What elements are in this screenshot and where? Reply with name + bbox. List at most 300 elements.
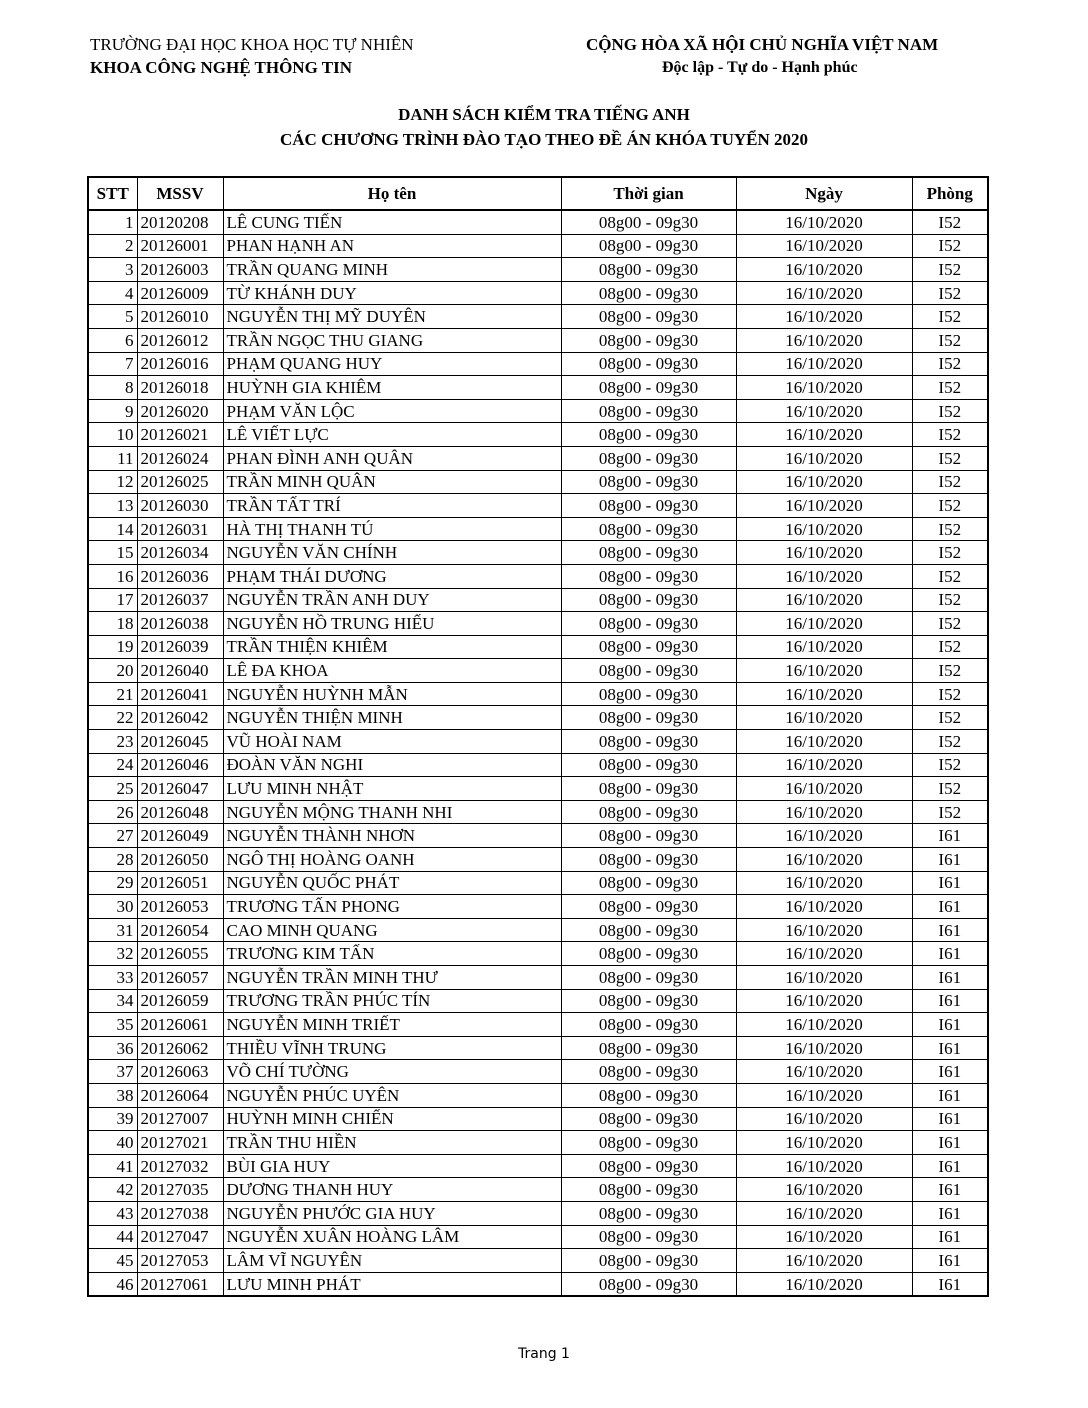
cell-mssv: 20126016 (137, 352, 223, 376)
cell-phong: I61 (912, 1131, 988, 1155)
cell-mssv: 20126041 (137, 682, 223, 706)
cell-stt: 31 (88, 918, 137, 942)
cell-mssv: 20126050 (137, 848, 223, 872)
cell-ngay: 16/10/2020 (736, 706, 912, 730)
cell-mssv: 20126037 (137, 588, 223, 612)
cell-ho-ten: NGUYỄN PHÚC UYÊN (223, 1083, 561, 1107)
cell-mssv: 20127021 (137, 1131, 223, 1155)
cell-ngay: 16/10/2020 (736, 376, 912, 400)
cell-phong: I52 (912, 541, 988, 565)
table-row (88, 1083, 988, 1107)
cell-thoi-gian: 08g00 - 09g30 (561, 682, 736, 706)
cell-ho-ten: TRẦN TẤT TRÍ (223, 494, 561, 518)
cell-stt: 32 (88, 942, 137, 966)
cell-ho-ten: HUỲNH GIA KHIÊM (223, 376, 561, 400)
cell-mssv: 20126020 (137, 399, 223, 423)
cell-stt: 19 (88, 635, 137, 659)
cell-stt: 1 (88, 210, 137, 234)
cell-ngay: 16/10/2020 (736, 966, 912, 990)
cell-thoi-gian: 08g00 - 09g30 (561, 1249, 736, 1273)
cell-stt: 4 (88, 281, 137, 305)
cell-phong: I61 (912, 895, 988, 919)
cell-phong: I61 (912, 1036, 988, 1060)
cell-phong: I52 (912, 635, 988, 659)
cell-phong: I52 (912, 234, 988, 258)
cell-stt: 33 (88, 966, 137, 990)
cell-ngay: 16/10/2020 (736, 1036, 912, 1060)
cell-phong: I52 (912, 399, 988, 423)
cell-stt: 5 (88, 305, 137, 329)
cell-ngay: 16/10/2020 (736, 730, 912, 754)
table-row (88, 1107, 988, 1131)
cell-mssv: 20120208 (137, 210, 223, 234)
table-row (88, 824, 988, 848)
cell-ngay: 16/10/2020 (736, 682, 912, 706)
cell-thoi-gian: 08g00 - 09g30 (561, 446, 736, 470)
cell-mssv: 20126042 (137, 706, 223, 730)
cell-ho-ten: PHAN HẠNH AN (223, 234, 561, 258)
cell-ho-ten: TRƯƠNG KIM TẤN (223, 942, 561, 966)
table-row (88, 895, 988, 919)
cell-ngay: 16/10/2020 (736, 1201, 912, 1225)
cell-stt: 25 (88, 777, 137, 801)
cell-thoi-gian: 08g00 - 09g30 (561, 753, 736, 777)
cell-thoi-gian: 08g00 - 09g30 (561, 1036, 736, 1060)
cell-ngay: 16/10/2020 (736, 564, 912, 588)
table-row (88, 777, 988, 801)
header-ngay: Ngày (736, 177, 912, 210)
cell-stt: 24 (88, 753, 137, 777)
cell-thoi-gian: 08g00 - 09g30 (561, 1154, 736, 1178)
cell-mssv: 20126064 (137, 1083, 223, 1107)
cell-ho-ten: NGÔ THỊ HOÀNG OANH (223, 848, 561, 872)
cell-thoi-gian: 08g00 - 09g30 (561, 777, 736, 801)
cell-phong: I61 (912, 1225, 988, 1249)
cell-thoi-gian: 08g00 - 09g30 (561, 612, 736, 636)
cell-ngay: 16/10/2020 (736, 305, 912, 329)
header-stt: STT (88, 177, 137, 210)
cell-phong: I52 (912, 564, 988, 588)
table-row (88, 399, 988, 423)
cell-stt: 16 (88, 564, 137, 588)
cell-ho-ten: TRẦN MINH QUÂN (223, 470, 561, 494)
cell-thoi-gian: 08g00 - 09g30 (561, 659, 736, 683)
cell-ngay: 16/10/2020 (736, 1083, 912, 1107)
cell-ho-ten: NGUYỄN XUÂN HOÀNG LÂM (223, 1225, 561, 1249)
cell-ngay: 16/10/2020 (736, 1249, 912, 1273)
cell-phong: I52 (912, 800, 988, 824)
cell-mssv: 20127053 (137, 1249, 223, 1273)
cell-ho-ten: NGUYỄN TRẦN MINH THƯ (223, 966, 561, 990)
cell-ngay: 16/10/2020 (736, 1060, 912, 1084)
cell-ho-ten: LÊ VIẾT LỰC (223, 423, 561, 447)
cell-ngay: 16/10/2020 (736, 942, 912, 966)
cell-thoi-gian: 08g00 - 09g30 (561, 895, 736, 919)
cell-mssv: 20126047 (137, 777, 223, 801)
cell-phong: I52 (912, 494, 988, 518)
cell-phong: I61 (912, 1249, 988, 1273)
cell-ho-ten: LƯU MINH PHÁT (223, 1272, 561, 1296)
cell-mssv: 20126009 (137, 281, 223, 305)
cell-phong: I52 (912, 446, 988, 470)
cell-phong: I52 (912, 706, 988, 730)
cell-thoi-gian: 08g00 - 09g30 (561, 470, 736, 494)
cell-ho-ten: TRẦN QUANG MINH (223, 258, 561, 282)
cell-ngay: 16/10/2020 (736, 824, 912, 848)
cell-ho-ten: VÕ CHÍ TƯỜNG (223, 1060, 561, 1084)
cell-stt: 18 (88, 612, 137, 636)
cell-mssv: 20126036 (137, 564, 223, 588)
table-row (88, 682, 988, 706)
cell-mssv: 20126001 (137, 234, 223, 258)
table-row (88, 942, 988, 966)
cell-mssv: 20126059 (137, 989, 223, 1013)
cell-ngay: 16/10/2020 (736, 258, 912, 282)
cell-phong: I61 (912, 1272, 988, 1296)
table-row (88, 989, 988, 1013)
table-row (88, 612, 988, 636)
cell-ho-ten: NGUYỄN PHƯỚC GIA HUY (223, 1201, 561, 1225)
national-motto: Độc lập - Tự do - Hạnh phúc (662, 59, 858, 76)
cell-ho-ten: BÙI GIA HUY (223, 1154, 561, 1178)
table-row (88, 517, 988, 541)
cell-ho-ten: NGUYỄN THÀNH NHƠN (223, 824, 561, 848)
cell-mssv: 20126012 (137, 328, 223, 352)
cell-ho-ten: PHẠM THÁI DƯƠNG (223, 564, 561, 588)
faculty-name: KHOA CÔNG NGHỆ THÔNG TIN (90, 58, 352, 77)
table-row (88, 1178, 988, 1202)
table-row (88, 659, 988, 683)
cell-mssv: 20126030 (137, 494, 223, 518)
cell-ho-ten: PHẠM VĂN LỘC (223, 399, 561, 423)
cell-ngay: 16/10/2020 (736, 753, 912, 777)
cell-ho-ten: PHẠM QUANG HUY (223, 352, 561, 376)
header-ho-ten: Họ tên (223, 177, 561, 210)
table-row (88, 470, 988, 494)
cell-thoi-gian: 08g00 - 09g30 (561, 800, 736, 824)
table-row (88, 848, 988, 872)
cell-ho-ten: TRẦN NGỌC THU GIANG (223, 328, 561, 352)
cell-stt: 30 (88, 895, 137, 919)
cell-thoi-gian: 08g00 - 09g30 (561, 541, 736, 565)
cell-ngay: 16/10/2020 (736, 494, 912, 518)
cell-phong: I61 (912, 942, 988, 966)
cell-phong: I52 (912, 423, 988, 447)
cell-stt: 29 (88, 871, 137, 895)
cell-ho-ten: DƯƠNG THANH HUY (223, 1178, 561, 1202)
cell-mssv: 20126055 (137, 942, 223, 966)
cell-ho-ten: LÊ ĐA KHOA (223, 659, 561, 683)
cell-phong: I61 (912, 824, 988, 848)
cell-ngay: 16/10/2020 (736, 659, 912, 683)
cell-stt: 6 (88, 328, 137, 352)
cell-phong: I61 (912, 989, 988, 1013)
cell-ngay: 16/10/2020 (736, 234, 912, 258)
cell-ngay: 16/10/2020 (736, 1178, 912, 1202)
cell-mssv: 20126039 (137, 635, 223, 659)
cell-phong: I52 (912, 659, 988, 683)
cell-thoi-gian: 08g00 - 09g30 (561, 1225, 736, 1249)
cell-stt: 41 (88, 1154, 137, 1178)
cell-thoi-gian: 08g00 - 09g30 (561, 966, 736, 990)
cell-mssv: 20126063 (137, 1060, 223, 1084)
cell-phong: I61 (912, 1107, 988, 1131)
cell-phong: I52 (912, 305, 988, 329)
cell-phong: I61 (912, 966, 988, 990)
cell-phong: I61 (912, 1178, 988, 1202)
student-list-table (87, 176, 989, 1297)
cell-stt: 12 (88, 470, 137, 494)
cell-ngay: 16/10/2020 (736, 446, 912, 470)
cell-ngay: 16/10/2020 (736, 1154, 912, 1178)
cell-ngay: 16/10/2020 (736, 871, 912, 895)
cell-ho-ten: LƯU MINH NHẬT (223, 777, 561, 801)
cell-thoi-gian: 08g00 - 09g30 (561, 1201, 736, 1225)
cell-phong: I61 (912, 1013, 988, 1037)
cell-ngay: 16/10/2020 (736, 281, 912, 305)
cell-mssv: 20127047 (137, 1225, 223, 1249)
cell-phong: I52 (912, 281, 988, 305)
cell-ho-ten: NGUYỄN VĂN CHÍNH (223, 541, 561, 565)
cell-stt: 40 (88, 1131, 137, 1155)
cell-thoi-gian: 08g00 - 09g30 (561, 918, 736, 942)
cell-ho-ten: NGUYỄN MINH TRIẾT (223, 1013, 561, 1037)
table-row (88, 753, 988, 777)
cell-thoi-gian: 08g00 - 09g30 (561, 1013, 736, 1037)
cell-thoi-gian: 08g00 - 09g30 (561, 376, 736, 400)
cell-stt: 15 (88, 541, 137, 565)
cell-stt: 23 (88, 730, 137, 754)
cell-thoi-gian: 08g00 - 09g30 (561, 352, 736, 376)
cell-phong: I52 (912, 588, 988, 612)
national-title: CỘNG HÒA XÃ HỘI CHỦ NGHĨA VIỆT NAM (586, 35, 939, 54)
cell-stt: 9 (88, 399, 137, 423)
cell-phong: I52 (912, 470, 988, 494)
cell-phong: I61 (912, 1083, 988, 1107)
cell-stt: 14 (88, 517, 137, 541)
table-row (88, 730, 988, 754)
document-title: DANH SÁCH KIỂM TRA TIẾNG ANH (398, 105, 690, 124)
cell-ngay: 16/10/2020 (736, 612, 912, 636)
cell-stt: 3 (88, 258, 137, 282)
table-row (88, 423, 988, 447)
table-row (88, 588, 988, 612)
cell-ho-ten: TỪ KHÁNH DUY (223, 281, 561, 305)
cell-ho-ten: HÀ THỊ THANH TÚ (223, 517, 561, 541)
header-mssv: MSSV (137, 177, 223, 210)
cell-stt: 39 (88, 1107, 137, 1131)
cell-stt: 17 (88, 588, 137, 612)
cell-thoi-gian: 08g00 - 09g30 (561, 824, 736, 848)
cell-thoi-gian: 08g00 - 09g30 (561, 730, 736, 754)
cell-thoi-gian: 08g00 - 09g30 (561, 1131, 736, 1155)
cell-mssv: 20126045 (137, 730, 223, 754)
cell-thoi-gian: 08g00 - 09g30 (561, 258, 736, 282)
cell-thoi-gian: 08g00 - 09g30 (561, 517, 736, 541)
cell-phong: I52 (912, 682, 988, 706)
cell-phong: I61 (912, 918, 988, 942)
cell-ngay: 16/10/2020 (736, 848, 912, 872)
table-row (88, 234, 988, 258)
table-row (88, 328, 988, 352)
cell-mssv: 20126025 (137, 470, 223, 494)
header-phong: Phòng (912, 177, 988, 210)
cell-thoi-gian: 08g00 - 09g30 (561, 848, 736, 872)
table-row (88, 918, 988, 942)
cell-thoi-gian: 08g00 - 09g30 (561, 494, 736, 518)
table-row (88, 494, 988, 518)
table-row (88, 1036, 988, 1060)
cell-ho-ten: TRƯƠNG TRẦN PHÚC TÍN (223, 989, 561, 1013)
cell-phong: I61 (912, 848, 988, 872)
cell-ho-ten: HUỲNH MINH CHIẾN (223, 1107, 561, 1131)
cell-ngay: 16/10/2020 (736, 1131, 912, 1155)
cell-mssv: 20126053 (137, 895, 223, 919)
cell-ho-ten: NGUYỄN HUỲNH MẪN (223, 682, 561, 706)
cell-phong: I52 (912, 753, 988, 777)
cell-phong: I61 (912, 871, 988, 895)
cell-stt: 10 (88, 423, 137, 447)
cell-thoi-gian: 08g00 - 09g30 (561, 635, 736, 659)
cell-thoi-gian: 08g00 - 09g30 (561, 1178, 736, 1202)
cell-stt: 11 (88, 446, 137, 470)
cell-thoi-gian: 08g00 - 09g30 (561, 1083, 736, 1107)
cell-phong: I52 (912, 730, 988, 754)
cell-thoi-gian: 08g00 - 09g30 (561, 564, 736, 588)
header-thoi-gian: Thời gian (561, 177, 736, 210)
cell-mssv: 20126046 (137, 753, 223, 777)
cell-thoi-gian: 08g00 - 09g30 (561, 706, 736, 730)
table-row (88, 1131, 988, 1155)
cell-mssv: 20127007 (137, 1107, 223, 1131)
table-row (88, 635, 988, 659)
cell-ho-ten: NGUYỄN HỒ TRUNG HIẾU (223, 612, 561, 636)
cell-stt: 44 (88, 1225, 137, 1249)
table-row (88, 966, 988, 990)
cell-mssv: 20126021 (137, 423, 223, 447)
cell-ho-ten: TRƯƠNG TẤN PHONG (223, 895, 561, 919)
cell-mssv: 20126010 (137, 305, 223, 329)
cell-mssv: 20126057 (137, 966, 223, 990)
cell-ho-ten: THIỀU VĨNH TRUNG (223, 1036, 561, 1060)
table-row (88, 210, 988, 234)
cell-mssv: 20126024 (137, 446, 223, 470)
cell-mssv: 20126031 (137, 517, 223, 541)
cell-mssv: 20126054 (137, 918, 223, 942)
cell-ngay: 16/10/2020 (736, 399, 912, 423)
cell-ngay: 16/10/2020 (736, 1225, 912, 1249)
table-row (88, 800, 988, 824)
cell-ngay: 16/10/2020 (736, 541, 912, 565)
cell-ngay: 16/10/2020 (736, 352, 912, 376)
cell-mssv: 20127038 (137, 1201, 223, 1225)
cell-mssv: 20126051 (137, 871, 223, 895)
cell-thoi-gian: 08g00 - 09g30 (561, 234, 736, 258)
cell-stt: 37 (88, 1060, 137, 1084)
cell-stt: 20 (88, 659, 137, 683)
cell-ho-ten: PHAN ĐÌNH ANH QUÂN (223, 446, 561, 470)
cell-stt: 2 (88, 234, 137, 258)
cell-ngay: 16/10/2020 (736, 1013, 912, 1037)
cell-phong: I61 (912, 1154, 988, 1178)
cell-mssv: 20127032 (137, 1154, 223, 1178)
cell-ho-ten: NGUYỄN THIỆN MINH (223, 706, 561, 730)
cell-ho-ten: NGUYỄN TRẦN ANH DUY (223, 588, 561, 612)
cell-stt: 38 (88, 1083, 137, 1107)
cell-ho-ten: NGUYỄN MỘNG THANH NHI (223, 800, 561, 824)
cell-ngay: 16/10/2020 (736, 1272, 912, 1296)
cell-stt: 36 (88, 1036, 137, 1060)
table-row (88, 541, 988, 565)
cell-thoi-gian: 08g00 - 09g30 (561, 281, 736, 305)
cell-phong: I52 (912, 517, 988, 541)
cell-mssv: 20126048 (137, 800, 223, 824)
cell-phong: I52 (912, 777, 988, 801)
cell-phong: I52 (912, 328, 988, 352)
cell-stt: 13 (88, 494, 137, 518)
cell-mssv: 20126062 (137, 1036, 223, 1060)
table-row (88, 258, 988, 282)
cell-mssv: 20126049 (137, 824, 223, 848)
cell-ngay: 16/10/2020 (736, 635, 912, 659)
cell-phong: I52 (912, 376, 988, 400)
table-row (88, 1201, 988, 1225)
table-row (88, 871, 988, 895)
table-row (88, 1154, 988, 1178)
cell-thoi-gian: 08g00 - 09g30 (561, 989, 736, 1013)
table-row (88, 1013, 988, 1037)
cell-ngay: 16/10/2020 (736, 210, 912, 234)
table-row (88, 446, 988, 470)
cell-stt: 45 (88, 1249, 137, 1273)
cell-ho-ten: VŨ HOÀI NAM (223, 730, 561, 754)
cell-phong: I61 (912, 1201, 988, 1225)
cell-thoi-gian: 08g00 - 09g30 (561, 588, 736, 612)
cell-ho-ten: LÂM VĨ NGUYÊN (223, 1249, 561, 1273)
cell-phong: I61 (912, 1060, 988, 1084)
table-row (88, 1272, 988, 1296)
cell-ho-ten: TRẦN THIỆN KHIÊM (223, 635, 561, 659)
cell-mssv: 20126038 (137, 612, 223, 636)
table-row (88, 1225, 988, 1249)
cell-stt: 28 (88, 848, 137, 872)
table-row (88, 305, 988, 329)
table-header-row (88, 177, 988, 210)
cell-thoi-gian: 08g00 - 09g30 (561, 210, 736, 234)
cell-ho-ten: LÊ CUNG TIẾN (223, 210, 561, 234)
cell-ngay: 16/10/2020 (736, 517, 912, 541)
cell-stt: 46 (88, 1272, 137, 1296)
cell-thoi-gian: 08g00 - 09g30 (561, 423, 736, 447)
cell-mssv: 20126003 (137, 258, 223, 282)
cell-ngay: 16/10/2020 (736, 1107, 912, 1131)
cell-mssv: 20126018 (137, 376, 223, 400)
table-body (88, 210, 988, 1296)
cell-phong: I52 (912, 210, 988, 234)
cell-thoi-gian: 08g00 - 09g30 (561, 1060, 736, 1084)
cell-phong: I52 (912, 352, 988, 376)
cell-stt: 42 (88, 1178, 137, 1202)
cell-ho-ten: TRẦN THU HIỀN (223, 1131, 561, 1155)
cell-mssv: 20126034 (137, 541, 223, 565)
document-subtitle: CÁC CHƯƠNG TRÌNH ĐÀO TẠO THEO ĐỀ ÁN KHÓA TUYỂN 2020 (279, 130, 808, 149)
cell-mssv: 20127035 (137, 1178, 223, 1202)
page-number: Trang 1 (518, 1346, 570, 1362)
cell-ngay: 16/10/2020 (736, 423, 912, 447)
cell-ngay: 16/10/2020 (736, 777, 912, 801)
table-row (88, 1060, 988, 1084)
cell-thoi-gian: 08g00 - 09g30 (561, 1272, 736, 1296)
